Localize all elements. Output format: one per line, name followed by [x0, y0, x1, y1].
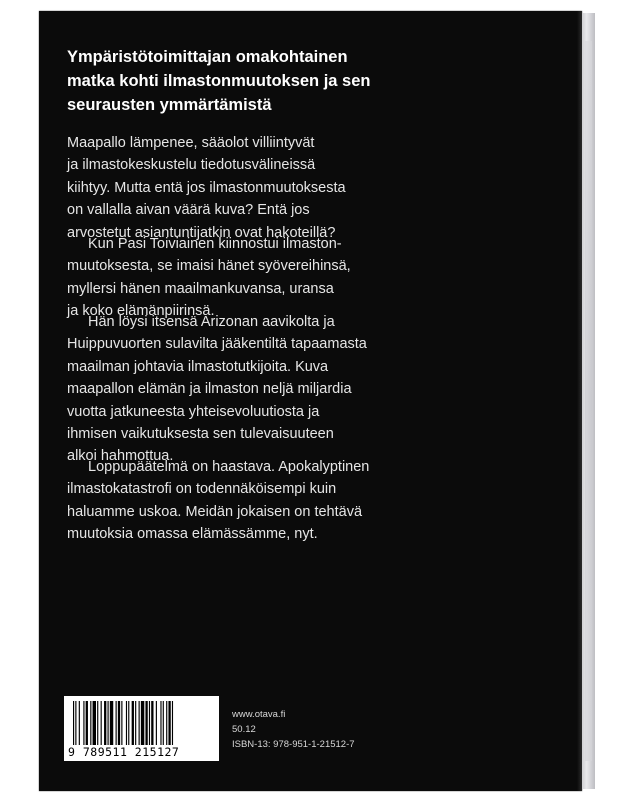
text-line: ihmisen vaikutuksesta sen tulevaisuuteen [67, 426, 334, 443]
book-spine [582, 13, 595, 789]
barcode-bars [71, 701, 213, 745]
spine-texture [585, 41, 592, 761]
headline-line: matka kohti ilmastonmuutoksen ja sen [67, 72, 371, 90]
text-line: Huippuvuorten sulavilta jääkentiltä tapaamasta [67, 336, 367, 353]
text-line: Kun Pasi Toiviainen kiinnostui ilmaston- [88, 236, 342, 252]
classification-code: 50.12 [232, 724, 256, 735]
text-line: muutoksesta, se imaisi hänet syövereihinsä, [67, 258, 351, 275]
text-line: on vallalla aivan väärä kuva? Entä jos [67, 202, 310, 219]
barcode-digits: 9 789511 215127 [68, 745, 180, 759]
headline-line: seurausten ymmärtämistä [67, 96, 272, 114]
publisher-website: www.otava.fi [232, 709, 286, 720]
text-line: haluamme uskoa. Meidän jokaisen on tehtävä [67, 503, 363, 520]
blurb-paragraph-3 [67, 311, 497, 468]
isbn-number: ISBN-13: 978-951-1-21512-7 [232, 739, 355, 750]
blurb-paragraph-4 [67, 456, 497, 546]
text-line: arvostetut asiantuntijatkin ovat hakoteillä? [67, 224, 336, 241]
text-line: ja ilmastokeskustelu tiedotusvälineissä [67, 157, 316, 174]
text-line: ja koko elämänpiirinsä. [67, 303, 215, 320]
blurb-paragraph-1 [67, 132, 497, 244]
text-line: ilmastokatastrofi on todennäköisempi kuin [67, 481, 337, 498]
headline [67, 45, 507, 117]
text-line: vuotta jatkuneesta yhteisevoluutiosta ja [67, 403, 320, 420]
isbn-barcode [64, 696, 219, 761]
blurb-paragraph-2 [67, 233, 497, 323]
headline-line: Ympäristötoimittajan omakohtainen [67, 48, 348, 66]
text-line: maapallon elämän ja ilmaston neljä miljardia [67, 381, 352, 398]
text-line: muutoksia omassa elämässämme, nyt. [67, 526, 318, 543]
text-line: myllersi hänen maailmankuvansa, uransa [67, 280, 334, 297]
text-line: Loppupäätelmä on haastava. Apokalyptinen [88, 459, 370, 475]
text-line: kiihtyy. Mutta entä jos ilmastonmuutoksesta [67, 179, 346, 196]
text-line: Maapallo lämpenee, sääolot villiintyvät [67, 135, 315, 151]
text-line: Hän löysi itsensä Arizonan aavikolta ja [88, 314, 335, 330]
text-line: alkoi hahmottua. [67, 448, 174, 465]
text-line: maailman johtavia ilmastotutkijoita. Kuva [67, 358, 329, 375]
publisher-info [232, 707, 355, 752]
